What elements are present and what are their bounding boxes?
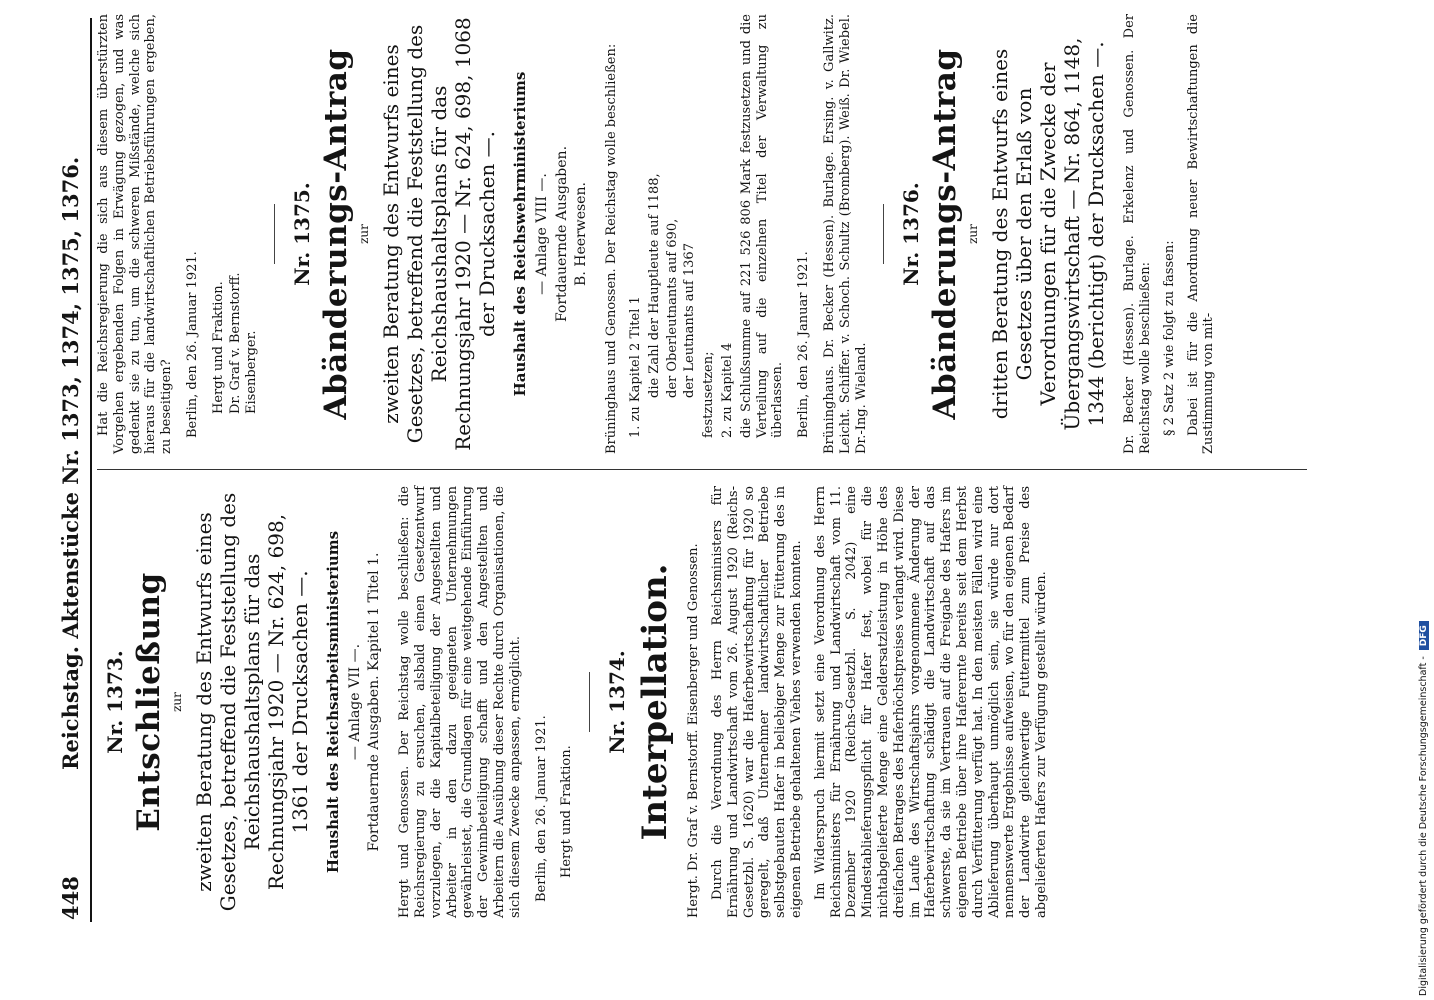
doc1374-title: Interpellation. [635, 563, 676, 841]
doc1374-signer-3: Eisenberger. [244, 330, 260, 414]
doc1373-title: Entschließung [131, 572, 167, 832]
right-column [96, 14, 1225, 454]
doc1373-lead: zweiten Beratung des Entwurfs eines Gesetzes, betreffend die Feststellung des Reichshaushaltsplans für das Rechnungsjahr 1920 — Nr. 624, 698, 1361 der Drucksachen —. [191, 492, 312, 912]
doc1373-ausgaben: Fortdauernde Ausgaben. Kapitel 1 Titel 1. [366, 552, 383, 852]
left-column [96, 486, 1058, 918]
doc1373-haushalt: Haushalt des Reichsarbeitsministeriums [323, 530, 342, 874]
doc1374-date: Berlin, den 26. Januar 1921. [184, 251, 200, 438]
running-head-title: Reichstag. Aktenstücke Nr. 1373, 1374, 1375, 1376. [58, 156, 83, 770]
doc1373-signature [559, 486, 575, 878]
doc1374-paragraph-2: Im Widerspruch hiermit setzt eine Verordnung des Herrn Reichsministers für Ernährung und Landwirtschaft vom 11. Dezember 1920 (Reichs-Gesetzbl. S. 2042) eine Mindestablieferungspflicht für Hafer fest, wobei für die nichtabgelieferte Menge eine Geldersatzleistung in Höhe des dreifachen Betrages des Haferhöchstpreises verlangt wird. Diese im Laufe des Wirtschaftsjahrs vorgenommene Änderung der Haferbewirtschaftung schädigt die Landwirtschaft auf das schwerste, da sie im Vertrauen auf die Freigabe des Hafers im eigenen Betriebe über ihre Haferernte bereits seit dem Herbst durch Verfütterung verfügt hat. In den meisten Fällen wird eine Ablieferung überhaupt unmöglich sein, sie würde nur dort nennenswerte Ergebnisse aufweisen, wo für den eigenen Bedarf der Landwirte gleichwertige Futtermittel zum Preise des abgelieferten Hafers zur Verfügung gestellt würden. [812, 486, 1049, 918]
doc1375-ausgaben: Fortdauernde Ausgaben. [553, 145, 570, 323]
separator [274, 204, 275, 264]
doc1373-zur: zur [170, 692, 184, 712]
doc1373-anlage: — Anlage VII —. [346, 643, 363, 761]
doc1375-item-2: 2. zu Kapitel 4 [719, 342, 735, 438]
doc1373-body: Hergt und Genossen. Der Reichstag wolle beschließen: die Reichsregierung zu ersuchen, alsbald einen Gesetzentwurf vorzulegen, der die Kapitalbeteiligung der Angestellten und Arbeiter in den dazu geeigneten Unternehmungen gewährleistet, die Grundlagen für eine weitgehende Einführung der Gewinnbeteiligung schafft und den Angestellten und Arbeitern die Ausübung dieser Rechte durch Organisationen, die sich diesem Zwecke anpassen, ermöglicht. [397, 486, 523, 918]
column-divider [97, 469, 1307, 470]
doc1375-line-2: der Oberleutnants auf 690, [664, 218, 680, 398]
doc1375-item-1: 1. zu Kapitel 2 Titel 1 [627, 296, 643, 438]
dfg-logo: DFG [1419, 621, 1429, 650]
doc1375-anlage: — Anlage VIII —. [533, 173, 550, 295]
doc1375-date: Berlin, den 26. Januar 1921. [796, 251, 812, 438]
doc1374-paragraph-3: Hat die Reichsregierung die sich aus diesem überstürzten Vorgehen ergebenden Folgen in Erwägung gezogen, und was gedenkt sie zu tun, um die schweren Mißstände, welche sich hieraus für die landwirtschaftlichen Betriebsführungen ergeben, zu beseitigen? [96, 14, 175, 454]
doc1374-signatures [211, 14, 260, 414]
doc1376-lead: dritten Beratung des Entwurfs eines Gesetzes über den Erlaß von Verordnungen für die Zwecke der Übergangswirtschaft — Nr. 864, 1148, 1344 (berichtigt) der Drucksachen —. [988, 37, 1109, 431]
doc1374-signer-2: Dr. Graf v. Bernstorff. [227, 272, 243, 414]
doc1376-paragraph: § 2 Satz 2 wie folgt zu fassen: [1161, 240, 1177, 436]
doc1375-festzusetzen: festzusetzen; [701, 351, 717, 438]
running-head [58, 20, 84, 920]
doc1376-text: Dabei ist für die Anordnung neuer Bewirtschaftungen die Zustimmung von mit- [1185, 14, 1217, 454]
doc1374-paragraph-1: Durch die Verordnung des Herrn Reichsministers für Ernährung und Landwirtschaft vom 26. August 1920 (Reichs-Gesetzbl. S. 1620) war die Haferbewirtschaftung für 1920 so geregelt, daß Unternehmer landwirtschaftlicher Betriebe selbstgebauten Hafer in beliebiger Menge zur Fütterung des in eigenen Betriebe gehaltenen Viehes verwenden konnten. [709, 486, 804, 918]
doc1374-number: Nr. 1374. [605, 650, 630, 754]
page-number: 448 [58, 876, 83, 920]
doc1375-line-1: die Zahl der Hauptleute auf 1188, [646, 173, 662, 398]
doc1373-date: Berlin, den 26. Januar 1921. [533, 715, 549, 902]
doc1375-haushalt: Haushalt des Reichswehrministeriums [510, 71, 529, 397]
doc1373-number: Nr. 1373. [103, 650, 127, 754]
doc1375-item-2-text: die Schlußsumme auf 221 526 806 Mark festzusetzen und die Verteilung auf die einzelnen Titel der Verwaltung zu überlassen. [738, 14, 786, 438]
separator [883, 204, 884, 264]
doc1373-signer: Hergt und Fraktion. [559, 745, 575, 878]
digitization-note [1418, 621, 1429, 996]
doc1375-section: B. Heerwesen. [573, 182, 590, 286]
doc1375-number: Nr. 1375. [290, 182, 315, 286]
header-rule [90, 18, 92, 922]
doc1376-intro: Dr. Becker (Hessen). Burlage. Erkelenz und Genossen. Der Reichstag wolle beschließen: [1122, 14, 1153, 454]
doc1376-zur: zur [966, 224, 981, 244]
doc1375-line-3: der Leutnants auf 1367 [682, 243, 698, 398]
doc1376-number: Nr. 1376. [899, 182, 924, 286]
doc1375-lead: zweiten Beratung des Entwurfs eines Gesetzes, betreffend die Feststellung des Reichshaushaltsplans für das Rechnungsjahr 1920 — Nr. 624, 698, 1068 der Drucksachen —. [378, 17, 499, 451]
doc1375-intro: Brüninghaus und Genossen. Der Reichstag wolle beschließen: [604, 43, 620, 454]
doc1375-title: Abänderungs-Antrag [318, 48, 355, 420]
doc1376-title: Abänderungs-Antrag [927, 48, 964, 420]
separator [589, 672, 590, 732]
doc1374-intro: Hergt. Dr. Graf v. Bernstorff. Eisenberger und Genossen. [686, 543, 702, 918]
doc1375-zur: zur [357, 224, 372, 244]
doc1375-signers: Brüninghaus. Dr. Becker (Hessen). Burlage. Ersing. v. Gallwitz. Leicht. Schiffer. v. Schoch. Schultz (Bromberg). Weiß. Dr. Wiebel. Dr.-Ing. Wieland. [821, 14, 869, 454]
digitization-text: Digitalisierung gefördert durch die Deutsche Forschungsgemeinschaft - [1418, 656, 1429, 996]
doc1374-signer-1: Hergt und Fraktion. [210, 281, 226, 414]
